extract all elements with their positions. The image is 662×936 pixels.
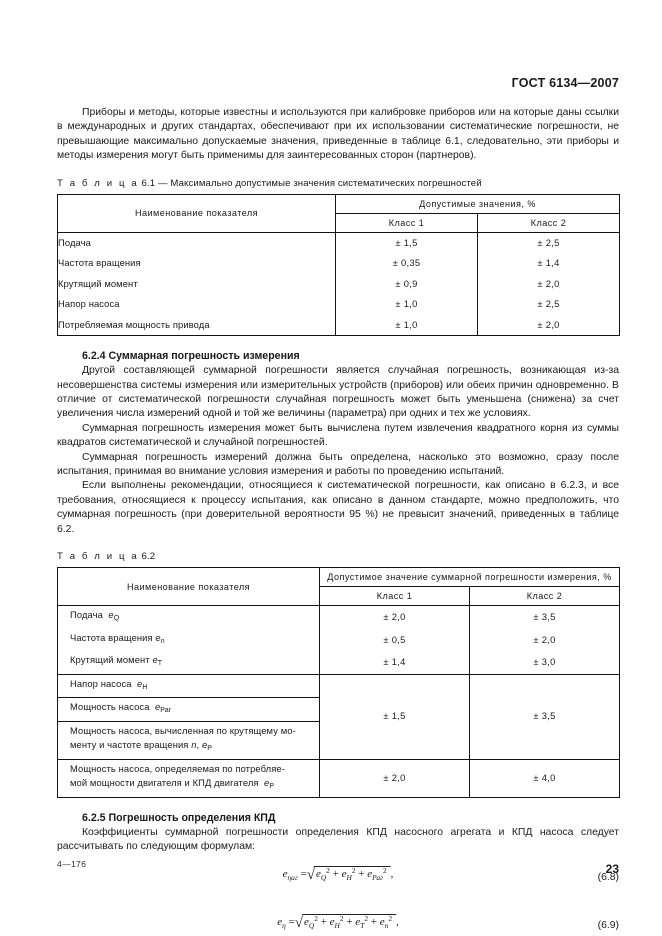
table-6-2-row-1-name bbox=[58, 629, 320, 652]
formula-6-9-lhs-sub: η bbox=[282, 921, 286, 931]
table-6-1-row-2-class1: ± 0,9 bbox=[336, 274, 478, 295]
table-6-1-caption-label: Т а б л и ц а bbox=[57, 177, 139, 189]
formula-block-6-8 bbox=[57, 866, 619, 900]
table-6-1-row-1-class2: ± 1,4 bbox=[478, 253, 620, 274]
table-6-2-row-4-name bbox=[58, 698, 320, 722]
table-6-2-row-1-subscript: n bbox=[160, 637, 165, 645]
section-6-2-5-heading: 6.2.5 Погрешность определения КПД bbox=[82, 811, 276, 824]
formula-6-9-t2-sub: T bbox=[360, 921, 365, 931]
table-6-1-row-4-name: Потребляемая мощность привода bbox=[58, 315, 336, 336]
formula-6-9-equals: = bbox=[288, 916, 295, 929]
table-6-2-caption-number: 6.2 bbox=[141, 551, 156, 562]
formula-6-9-number: (6.9) bbox=[597, 920, 619, 932]
table-6-2-row-0-class2: ± 3,5 bbox=[470, 606, 620, 629]
table-6-2-row-4-subscript: Раг bbox=[160, 707, 172, 714]
table-row bbox=[58, 315, 620, 336]
formula-6-8-lhs-var: e bbox=[282, 868, 288, 881]
table-6-2-col-class1: Класс 1 bbox=[320, 587, 470, 606]
table-6-2-row-6-class2: ± 4,0 bbox=[470, 759, 620, 797]
table-row bbox=[58, 253, 620, 274]
table-6-2-row-5-variable: n bbox=[191, 739, 197, 750]
table-6-2-row-6-line1: Мощность насоса, определяемая по потребляе- bbox=[70, 762, 285, 774]
table-6-2-row-1-symbol: e bbox=[155, 631, 161, 643]
table-6-2-row-5-name bbox=[58, 721, 320, 759]
formula-6-8-radicand: $e_Q^2 + e_H^2 + e_{Раг}^2$ bbox=[314, 866, 391, 880]
formula-6-8-t2-sup: 2 bbox=[382, 866, 387, 876]
table-6-2-row-0-name bbox=[58, 606, 320, 629]
page-content bbox=[57, 106, 619, 936]
table-6-1-row-0-name: Подача bbox=[58, 232, 336, 253]
table-6-2-row-2-name bbox=[58, 651, 320, 674]
formula-6-9-t1-sub: H bbox=[334, 921, 340, 931]
formula-6-9-t1-var: e bbox=[329, 916, 335, 929]
formula-6-9-t1-sup: 2 bbox=[339, 914, 344, 924]
table-6-2-caption-label: Т а б л и ц а bbox=[57, 551, 139, 562]
table-6-2-row-1-label: Частота вращения bbox=[70, 631, 153, 643]
formula-6-8-t1-sub: H bbox=[346, 873, 352, 883]
table-6-2-row-3-symbol: e bbox=[137, 677, 143, 689]
table-6-1-row-3-class1: ± 1,0 bbox=[336, 294, 478, 315]
formula-block-6-9 bbox=[57, 914, 619, 936]
table-6-1-row-0-class2: ± 2,5 bbox=[478, 232, 620, 253]
table-6-2-row-2-symbol: e bbox=[152, 654, 158, 665]
formula-6-8-t2-var: e bbox=[367, 868, 373, 881]
table-6-1-caption-number: 6.1 bbox=[141, 177, 156, 189]
table-6-2-row-0-subscript: Q bbox=[113, 615, 120, 622]
footer-signature: 4—176 bbox=[57, 859, 87, 869]
table-6-2-col-class2: Класс 2 bbox=[470, 587, 620, 606]
table-row bbox=[58, 232, 620, 253]
table-6-1-row-1-class1: ± 0,35 bbox=[336, 253, 478, 274]
table-6-2-col-name: Наименование показателя bbox=[58, 568, 320, 606]
table-row bbox=[58, 759, 620, 797]
table-6-2-row-2-label: Крутящий момент bbox=[70, 654, 150, 665]
table-6-2-row-6-class1: ± 2,0 bbox=[320, 759, 470, 797]
section-6-2-4-paragraph-3: Суммарная погрешность измерений должна быть определена, насколько это возможно, сразу после испытания, принимая во внимание условия измерения и работы по проведению испытаний. bbox=[57, 451, 619, 477]
table-6-1-row-2-class2: ± 2,0 bbox=[478, 274, 620, 295]
table-6-1-row-2-name: Крутящий момент bbox=[58, 274, 336, 295]
table-6-2-row-4-symbol: e bbox=[154, 701, 161, 712]
section-6-2-4-paragraph-1: Другой составляющей суммарной погрешности является случайная погрешность, возникающая из-за несовершенства системы измерения или измерительных устройств (приборов) или обеих причин одновременно. В отличие от систематической погрешности случайная погрешность может быть уменьшена (снижена) за счет увеличения числа измерений одной и той же величины (параметра) при одних и тех же условиях. bbox=[57, 365, 619, 420]
footer-page-number: 23 bbox=[605, 862, 619, 876]
table-6-2-row-6-line2: мой мощности двигателя и КПД двигателя bbox=[70, 777, 259, 788]
table-6-2-row-5-subscript: P bbox=[207, 745, 212, 752]
formula-6-8-t1-var: e bbox=[341, 868, 347, 881]
table-6-2-row-1-class1: ± 0,5 bbox=[320, 629, 470, 652]
formula-6-9-t3-sup: 2 bbox=[388, 914, 393, 924]
formula-6-9-lhs-var: e bbox=[277, 916, 283, 929]
table-6-2-row-6-subscript: P bbox=[269, 783, 274, 790]
table-6-1-row-0-class1: ± 1,5 bbox=[336, 232, 478, 253]
formula-6-9-comma: , bbox=[396, 916, 399, 929]
table-6-2-row-5-line1: Мощность насоса, вычисленная по крутящему мо- bbox=[70, 724, 296, 736]
table-6-2-row-2-subscript: T bbox=[157, 660, 163, 667]
table-6-1-row-4-class2: ± 2,0 bbox=[478, 315, 620, 336]
table-6-1-row-3-name: Напор насоса bbox=[58, 294, 336, 315]
section-6-2-5-paragraph-1: Коэффициенты суммарной погрешности определения КПД насосного агрегата и КПД насоса следует рассчитывать по следующим формулам: bbox=[57, 826, 619, 852]
section-6-2-4-heading: 6.2.4 Суммарная погрешность измерения bbox=[82, 350, 300, 363]
table-6-1-row-4-class1: ± 1,0 bbox=[336, 315, 478, 336]
table-6-2-col-group: Допустимое значение суммарной погрешности измерения, % bbox=[320, 568, 620, 587]
table-6-2-row-3-name bbox=[58, 674, 320, 698]
formula-6-9-t2-sup: 2 bbox=[364, 914, 369, 924]
formula-6-9-t0-var: e bbox=[303, 916, 309, 929]
table-6-1-col-class2: Класс 2 bbox=[478, 213, 620, 232]
table-6-1-col-class1: Класс 1 bbox=[336, 213, 478, 232]
table-row bbox=[58, 651, 620, 674]
table-6-2-row-2-class1: ± 1,4 bbox=[320, 651, 470, 674]
table-6-2-caption bbox=[57, 551, 619, 562]
table-6-1-caption bbox=[57, 178, 619, 189]
section-6-2-4-paragraph-4: Если выполнены рекомендации, относящиеся к систематической погрешности, как описано в 6.2.3, и все требования, относящиеся к процессу испытания, как описано в данном стандарте, можно предположить, что суммарная погрешность (при доверительной вероятности 95 %) не превысит значений, приведенных в таблице 6.2. bbox=[57, 480, 619, 535]
table-6-2-row-5-line2: менту и частоте вращения bbox=[70, 739, 189, 750]
table-6-2-row-6-name bbox=[58, 759, 320, 797]
radical-icon: √ bbox=[306, 867, 315, 884]
table-6-2-merged-class2: ± 3,5 bbox=[470, 674, 620, 759]
table-6-2-row-4-label: Мощность насоса bbox=[70, 701, 150, 712]
table-6-1-header-row-1 bbox=[58, 194, 620, 213]
formula-6-9-radicand: $e_Q^2 + e_H^2 + e_T^2 + e_n^2$ bbox=[302, 914, 396, 928]
formula-6-8-t1-sup: 2 bbox=[351, 866, 356, 876]
table-6-2-row-5-symbol: e bbox=[201, 739, 208, 750]
formula-6-8-lhs-sub: ηаг bbox=[287, 873, 298, 883]
table-row bbox=[58, 606, 620, 629]
table-6-2-row-2-class2: ± 3,0 bbox=[470, 651, 620, 674]
formula-6-8-equals: = bbox=[300, 868, 307, 881]
formula-6-9-t2-var: e bbox=[355, 916, 361, 929]
table-6-1-caption-dash: — bbox=[157, 177, 168, 189]
table-6-2 bbox=[57, 567, 620, 798]
table-row bbox=[58, 629, 620, 652]
table-6-2-header-row-1 bbox=[58, 568, 620, 587]
formula-6-9-t3-var: e bbox=[379, 916, 385, 929]
formula-6-8-t0-var: e bbox=[315, 868, 321, 881]
table-row bbox=[58, 294, 620, 315]
table-6-2-row-6-symbol: e bbox=[264, 777, 270, 788]
table-6-2-row-1-class2: ± 2,0 bbox=[470, 629, 620, 652]
formula-6-8-t2-sub: Раг bbox=[372, 873, 383, 883]
formula-6-8-comma: , bbox=[390, 868, 394, 881]
formula-6-8 bbox=[283, 866, 394, 884]
formula-6-8-t0-sub: Q bbox=[320, 873, 327, 883]
table-6-2-row-0-class1: ± 2,0 bbox=[320, 606, 470, 629]
formula-6-9 bbox=[277, 914, 399, 932]
table-6-2-merged-class1: ± 1,5 bbox=[320, 674, 470, 759]
section-6-2-4-paragraph-2: Суммарная погрешность измерения может быть вычислена путем извлечения квадратного корня из суммы квадратов систематической и случайной погрешностей. bbox=[57, 422, 619, 449]
table-6-1-col-group: Допустимые значения, % bbox=[336, 194, 620, 213]
formula-6-9-t3-sub: n bbox=[384, 921, 389, 931]
formula-6-8-t0-sup: 2 bbox=[326, 866, 330, 876]
table-6-1-col-name: Наименование показателя bbox=[58, 194, 336, 232]
table-6-2-row-5-comma: , bbox=[196, 739, 200, 750]
radical-icon: √ bbox=[294, 915, 303, 932]
formula-6-9-t0-sub: Q bbox=[308, 921, 315, 931]
table-6-1 bbox=[57, 194, 620, 337]
table-6-2-row-3-label: Напор насоса bbox=[70, 677, 132, 689]
formula-6-9-t0-sup: 2 bbox=[314, 914, 318, 924]
table-6-2-row-0-symbol: e bbox=[108, 609, 114, 620]
standard-header: ГОСТ 6134—2007 bbox=[511, 76, 619, 90]
table-6-1-caption-text: Максимально допустимые значения систематических погрешностей bbox=[170, 177, 482, 189]
formula-6-8-number: (6.8) bbox=[597, 872, 619, 884]
table-6-1-row-1-name: Частота вращения bbox=[58, 253, 336, 274]
table-6-2-row-3-subscript: H bbox=[142, 683, 148, 691]
table-row bbox=[58, 274, 620, 295]
table-6-1-row-3-class2: ± 2,5 bbox=[478, 294, 620, 315]
table-6-2-row-0-label: Подача bbox=[70, 609, 103, 620]
intro-paragraph: Приборы и методы, которые известны и используются при калибровке приборов или на которые даны ссылки в международных и других стандартах, обеспечивают при их использовании систематические погрешности, не превышающие максимально допускаемые значения, приведенные в таблице 6.1, следовательно, эти приборы и методы измерения могут быть применимы для заинтересованных сторон (партнеров). bbox=[57, 107, 619, 162]
table-row bbox=[58, 674, 620, 698]
